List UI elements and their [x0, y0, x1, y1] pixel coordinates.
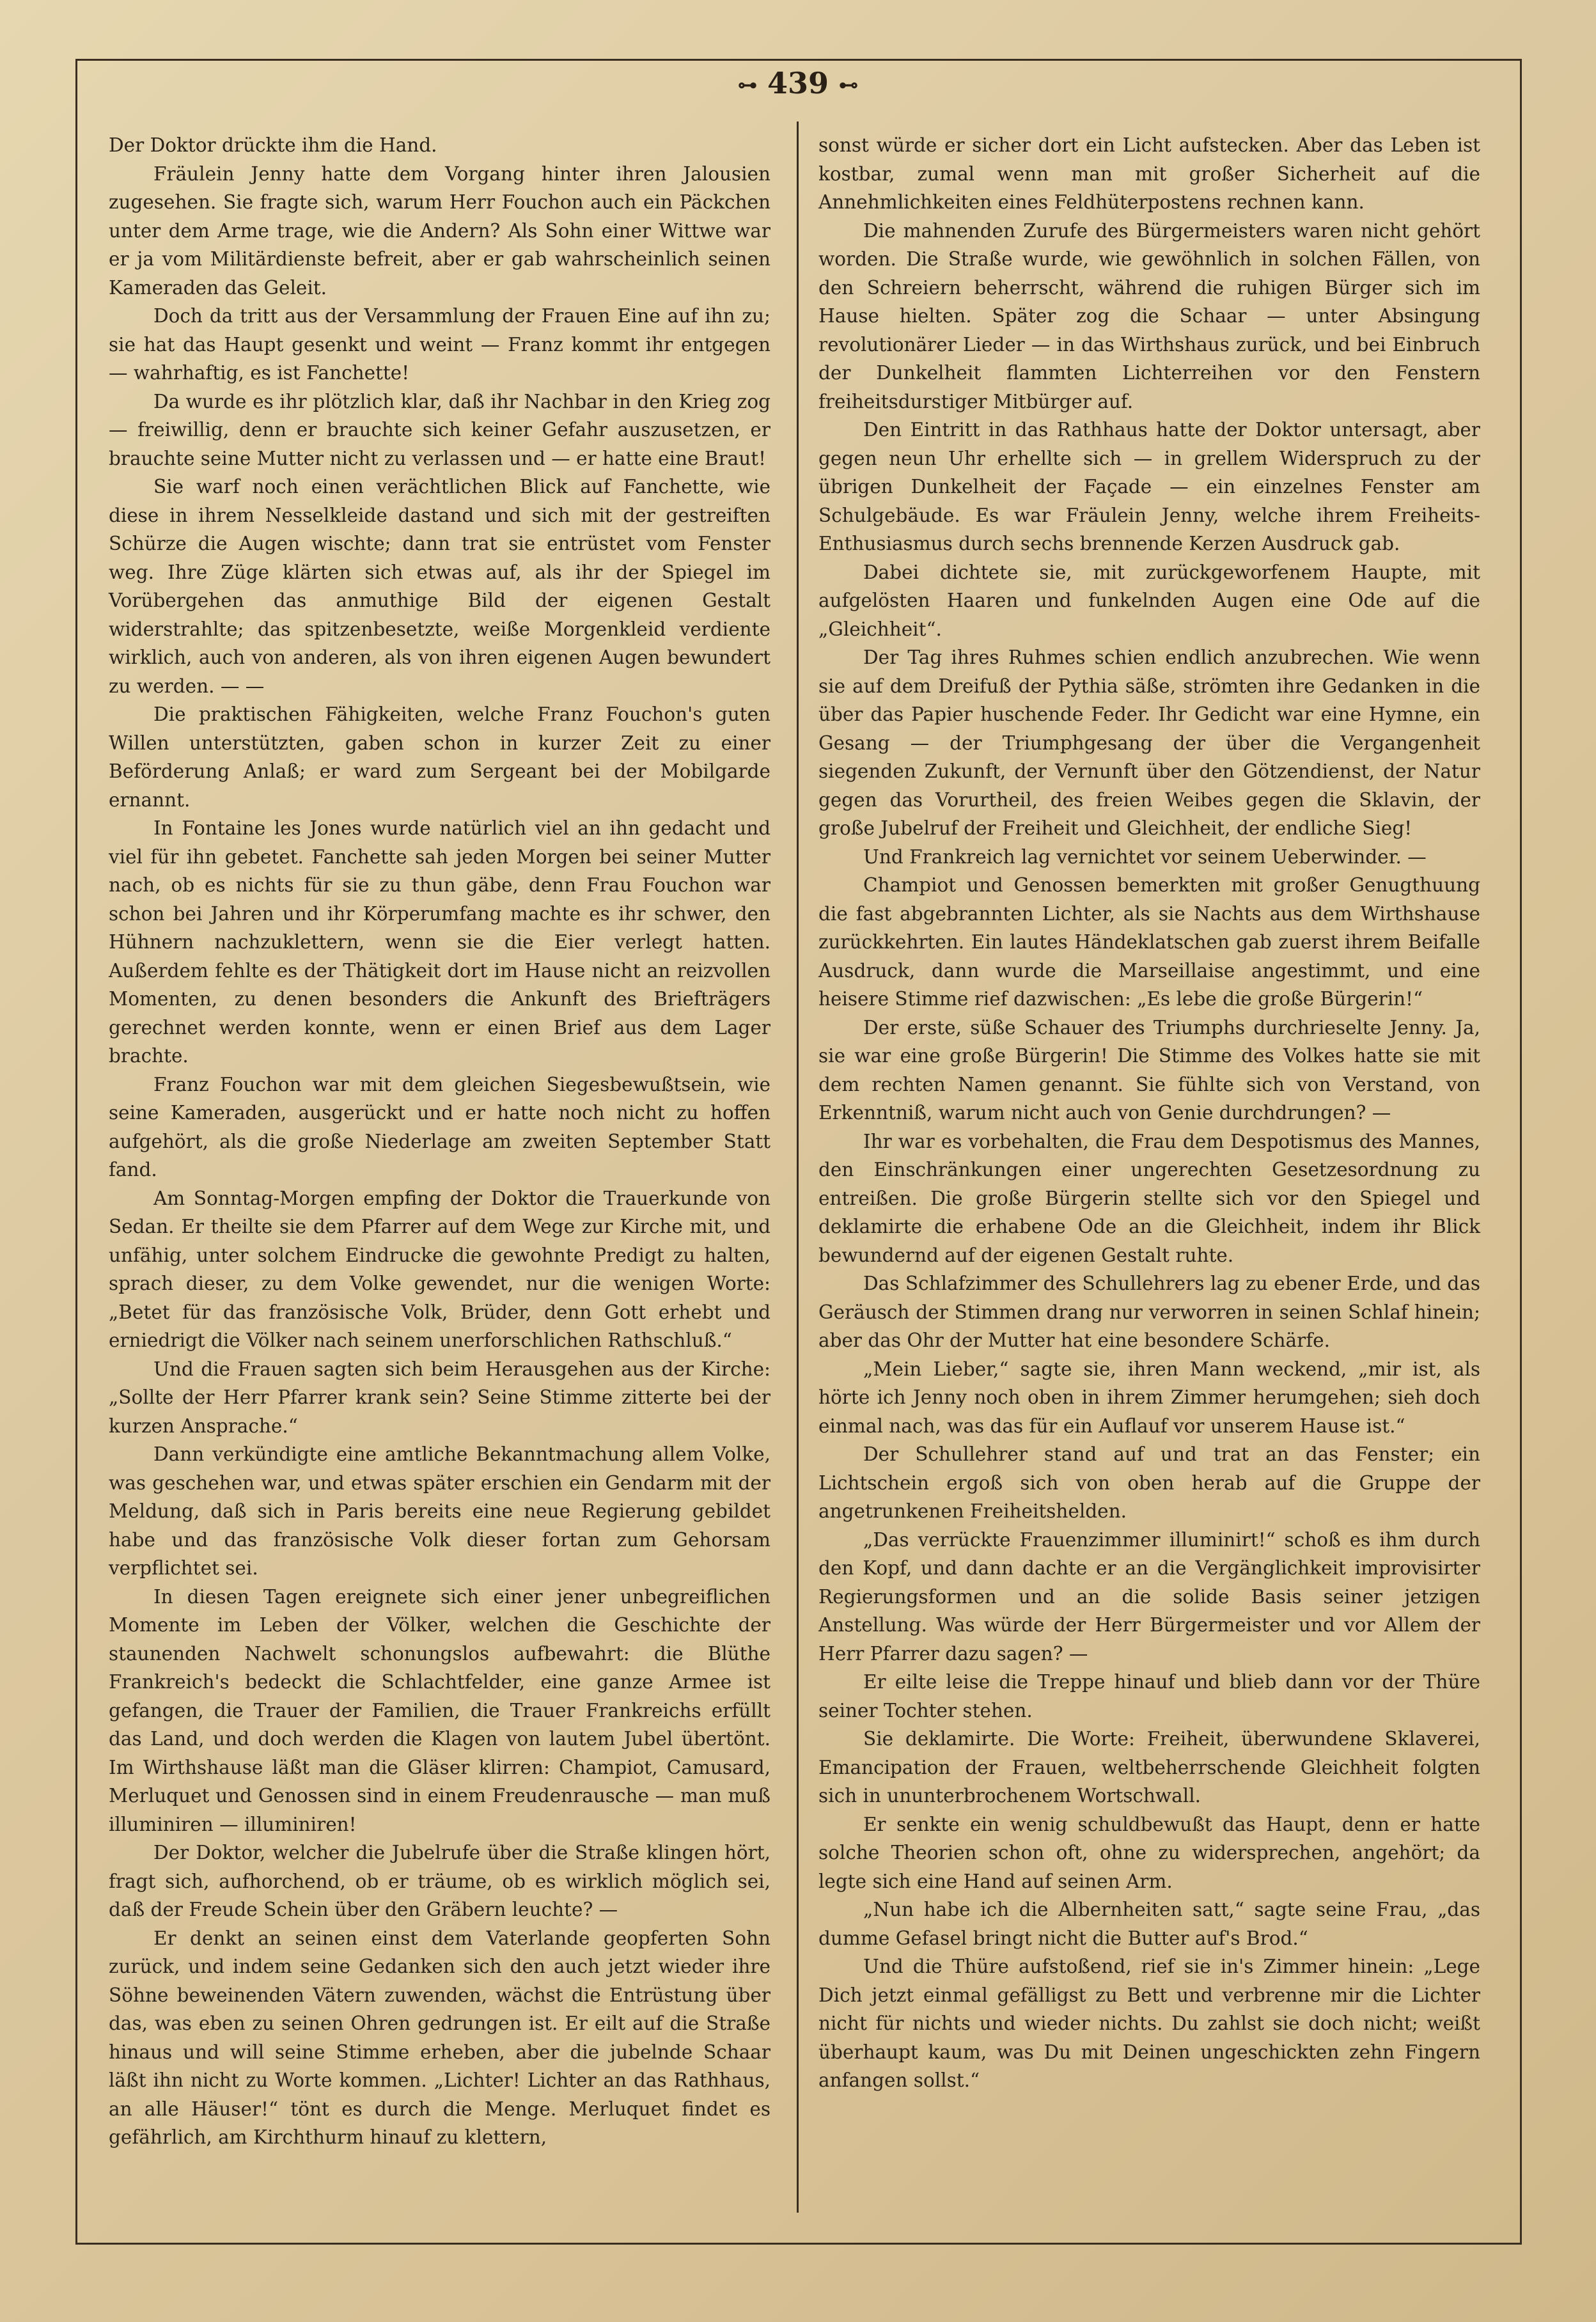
paragraph: Die praktischen Fähigkeiten, welche Franz Fouchon's guten Willen unterstützten, gaben schon in kurzer Zeit zu einer Beförderung Anlaß; er ward zum Sergeant bei der Mobilgarde ernannt.	[109, 703, 771, 811]
paragraph: Den Eintritt in das Rathhaus hatte der Doktor untersagt, aber gegen neun Uhr erhellte sich — in grellem Widerspruch zu der übrigen Dunkelheit der Façade — ein einzelnes Fenster am Schulgebäude. Es war Fräulein Jenny, welche ihrem Freiheits-Enthusiasmus durch sechs brennende Kerzen Ausdruck gab.	[818, 419, 1480, 554]
paragraph: Die mahnenden Zurufe des Bürgermeisters waren nicht gehört worden. Die Straße wurde, wie gewöhnlich in solchen Fällen, von den Schreiern beherrscht, während die ruhigen Bürger sich im Hause hielten. Später zog die Schaar — unter Absingung revolutionärer Lieder — in das Wirthshaus zurück, und bei Einbruch der Dunkelheit flammten Lichterreihen vor den Fenstern freiheitsdurstiger Mitbürger auf.	[818, 219, 1480, 412]
paragraph: Dann verkündigte eine amtliche Bekanntmachung allem Volke, was geschehen war, und etwas später erschien ein Gendarm mit der Meldung, daß sich in Paris bereits eine neue Regierung gebildet habe und das französische Volk dieser fortan zum Gehorsam verpflichtet sei.	[109, 1443, 771, 1579]
left-ornament-icon: ⊶	[737, 74, 757, 97]
paragraph: Der Doktor, welcher die Jubelrufe über die Straße klingen hört, fragt sich, aufhorchend, ob er träume, ob es wirklich möglich sei, daß der Freude Schein über den Gräbern leuchte? —	[109, 1842, 771, 1920]
paragraph: „Nun habe ich die Albernheiten satt,“ sagte seine Frau, „das dumme Gefasel bringt nicht die Butter auf's Brod.“	[818, 1899, 1480, 1949]
column-divider	[797, 122, 799, 2213]
paragraph: Fräulein Jenny hatte dem Vorgang hinter ihren Jalousien zugesehen. Sie fragte sich, warum Herr Fouchon auch ein Päckchen unter dem Arme trage, wie die Andern? Als Sohn einer Wittwe war er ja vom Militärdienste befreit, aber er gab wahrscheinlich seinen Kameraden das Geleit.	[109, 162, 771, 299]
right-column	[818, 131, 1480, 2095]
paragraph: Sie warf noch einen verächtlichen Blick auf Fanchette, wie diese in ihrem Nesselkleide dastand und sich mit der gestreiften Schürze die Augen wischte; dann trat sie entrüstet vom Fenster weg. Ihre Züge klärten sich etwas auf, als ihr der Spiegel im Vorübergehen das anmuthige Bild der eigenen Gestalt widerstrahlte; das spitzenbesetzte, weiße Morgenkleid verdiente wirklich, auch von anderen, als von ihren eigenen Augen bewundert zu werden. — —	[109, 476, 771, 697]
paragraph: In Fontaine les Jones wurde natürlich viel an ihn gedacht und viel für ihn gebetet. Fanchette sah jeden Morgen bei seiner Mutter nach, ob es nichts für sie zu thun gäbe, denn Frau Fouchon war schon bei Jahren und ihr Körperumfang machte es ihr schwer, den Hühnern nachzuklettern, wenn sie die Eier verlegt hatten. Außerdem fehlte es der Thätigkeit dort im Hause nicht an reizvollen Momenten, zu denen besonders die Ankunft des Briefträgers gerechnet werden konnte, wenn er einen Brief aus dem Lager brachte.	[109, 817, 771, 1067]
paragraph: Er senkte ein wenig schuldbewußt das Haupt, denn er hatte solche Theorien schon oft, ohne zu widersprechen, angehört; da legte sich eine Hand auf seinen Arm.	[818, 1813, 1480, 1892]
paragraph: Er eilte leise die Treppe hinauf und blieb dann vor der Thüre seiner Tochter stehen.	[818, 1671, 1480, 1722]
paragraph: Dabei dichtete sie, mit zurückgeworfenem Haupte, mit aufgelösten Haaren und funkelnden Augen eine Ode auf die „Gleichheit“.	[818, 561, 1480, 640]
paragraph: Der Tag ihres Ruhmes schien endlich anzubrechen. Wie wenn sie auf dem Dreifuß der Pythia säße, strömten ihre Gedanken in die über das Papier huschende Feder. Ihr Gedicht war eine Hymne, ein Gesang — der Triumphgesang der über die Vergangenheit siegenden Zukunft, der Vernunft über den Götzendienst, der Natur gegen das Vorurtheil, des freien Weibes gegen die Sklavin, der große Jubelruf der Freiheit und Gleichheit, der endliche Sieg!	[818, 647, 1480, 839]
paragraph: sonst würde er sicher dort ein Licht aufstecken. Aber das Leben ist kostbar, zumal wenn man mit großer Sicherheit auf die Annehmlichkeiten eines Feldhüterpostens rechnen kann.	[818, 134, 1480, 213]
paragraph: In diesen Tagen ereignete sich einer jener unbegreiflichen Momente im Leben der Völker, welchen die Geschichte der staunenden Nachwelt schonungslos aufbewahrt: die Blüthe Frankreich's bedeckt die Schlachtfelder, eine ganze Armee ist gefangen, die Trauer der Familien, die Trauer Frankreichs erfüllt das Land, und doch werden die Klagen von lautem Jubel übertönt. Im Wirthshause läßt man die Gläser klirren: Champiot, Camusard, Merluquet und Genossen sind in einem Freudenrausche — man muß illuminiren — illuminiren!	[109, 1585, 771, 1835]
paragraph: Und Frankreich lag vernichtet vor seinem Ueberwinder. —	[863, 845, 1427, 868]
page-number-text: 439	[767, 66, 829, 100]
paragraph: Sie deklamirte. Die Worte: Freiheit, überwundene Sklaverei, Emancipation der Frauen, weltbeherrschende Gleichheit folgten sich in ununterbrochenem Wortschwall.	[818, 1728, 1480, 1807]
paragraph: „Das verrückte Frauenzimmer illuminirt!“ schoß es ihm durch den Kopf, und dann dachte er an die Vergänglichkeit improvisirter Regierungsformen und an die solide Basis seiner jetzigen Anstellung. Was würde der Herr Bürgermeister und vor Allem der Herr Pfarrer dazu sagen? —	[818, 1528, 1480, 1665]
paragraph: Das Schlafzimmer des Schullehrers lag zu ebener Erde, und das Geräusch der Stimmen drang nur verworren in seinen Schlaf hinein; aber das Ohr der Mutter hat eine besondere Schärfe.	[818, 1273, 1480, 1351]
paragraph: Der Schullehrer stand auf und trat an das Fenster; ein Lichtschein ergoß sich von oben herab auf die Gruppe der angetrunkenen Freiheitshelden.	[818, 1443, 1480, 1522]
paragraph: Ihr war es vorbehalten, die Frau dem Despotismus des Mannes, den Einschränkungen einer ungerechten Gesetzesordnung zu entreißen. Die große Bürgerin stellte sich vor den Spiegel und deklamirte die erhabene Ode an die Gleichheit, indem ihr Blick bewundernd auf der eigenen Gestalt ruhte.	[818, 1130, 1480, 1266]
paragraph: Er denkt an seinen einst dem Vaterlande geopferten Sohn zurück, und indem seine Gedanken sich den auch jetzt wieder ihre Söhne beweinenden Vätern zuwenden, wächst die Entrüstung über das, was eben zu seinen Ohren gedrungen ist. Er eilt auf die Straße hinaus und will seine Stimme erheben, aber die jubelnde Schaar läßt ihn nicht zu Worte kommen. „Lichter! Lichter an das Rathhaus, an alle Häuser!“ tönt es durch die Menge. Merluquet findet es gefährlich, am Kirchthurm hinauf zu klettern,	[109, 1927, 771, 2148]
paragraph: Der Doktor drückte ihm die Hand.	[109, 134, 437, 156]
paragraph: „Mein Lieber,“ sagte sie, ihren Mann weckend, „mir ist, als hörte ich Jenny noch oben in ihrem Zimmer herumgehen; sieh doch einmal nach, was das für ein Auflauf vor unserem Hause ist.“	[818, 1358, 1480, 1437]
right-ornament-icon: ⊷	[839, 74, 859, 97]
paragraph: Champiot und Genossen bemerkten mit großer Genugthuung die fast abgebrannten Lichter, als sie Nachts aus dem Wirthshause zurückkehrten. Ein lautes Händeklatschen gab zuerst ihrem Beifalle Ausdruck, dann wurde die Marseillaise angestimmt, und eine heisere Stimme rief dazwischen: „Es lebe die große Bürgerin!“	[818, 874, 1480, 1010]
paragraph: Am Sonntag-Morgen empfing der Doktor die Trauerkunde von Sedan. Er theilte sie dem Pfarrer auf dem Wege zur Kirche mit, und unfähig, unter solchem Eindrucke die gewohnte Predigt zu halten, sprach dieser, zu dem Volke gewendet, nur die wenigen Worte: „Betet für das französische Volk, Brüder, denn Gott erhebt und erniedrigt die Völker nach seinem unerforschlichen Rathschluß.“	[109, 1187, 771, 1351]
paragraph: Und die Thüre aufstoßend, rief sie in's Zimmer hinein: „Lege Dich jetzt einmal gefälligst zu Bett und verbrenne mir die Lichter nicht für nichts und wieder nichts. Du zahlst sie doch nicht; weißt überhaupt kaum, was Du mit Deinen ungeschickten zehn Fingern anfangen sollst.“	[818, 1956, 1480, 2091]
paragraph: Da wurde es ihr plötzlich klar, daß ihr Nachbar in den Krieg zog — freiwillig, denn er brauchte sich keiner Gefahr auszusetzen, er brauchte seine Mutter nicht zu verlassen und — er hatte eine Braut!	[109, 390, 771, 469]
paragraph: Doch da tritt aus der Versammlung der Frauen Eine auf ihn zu; sie hat das Haupt gesenkt und weint — Franz kommt ihr entgegen — wahrhaftig, es ist Fanchette!	[109, 305, 771, 384]
paragraph: Und die Frauen sagten sich beim Herausgehen aus der Kirche: „Sollte der Herr Pfarrer krank sein? Seine Stimme zitterte bei der kurzen Ansprache.“	[109, 1358, 771, 1437]
page-number	[734, 64, 862, 102]
paragraph: Franz Fouchon war mit dem gleichen Siegesbewußtsein, wie seine Kameraden, ausgerückt und er hatte noch nicht zu hoffen aufgehört, als die große Niederlage am zweiten September Statt fand.	[109, 1073, 771, 1181]
paragraph: Der erste, süße Schauer des Triumphs durchrieselte Jenny. Ja, sie war eine große Bürgerin! Die Stimme des Volkes hatte sie mit dem rechten Namen genannt. Sie fühlte sich von Verstand, von Erkenntniß, warum nicht auch von Genie durchdrungen? —	[818, 1016, 1480, 1124]
left-column	[109, 131, 771, 2152]
